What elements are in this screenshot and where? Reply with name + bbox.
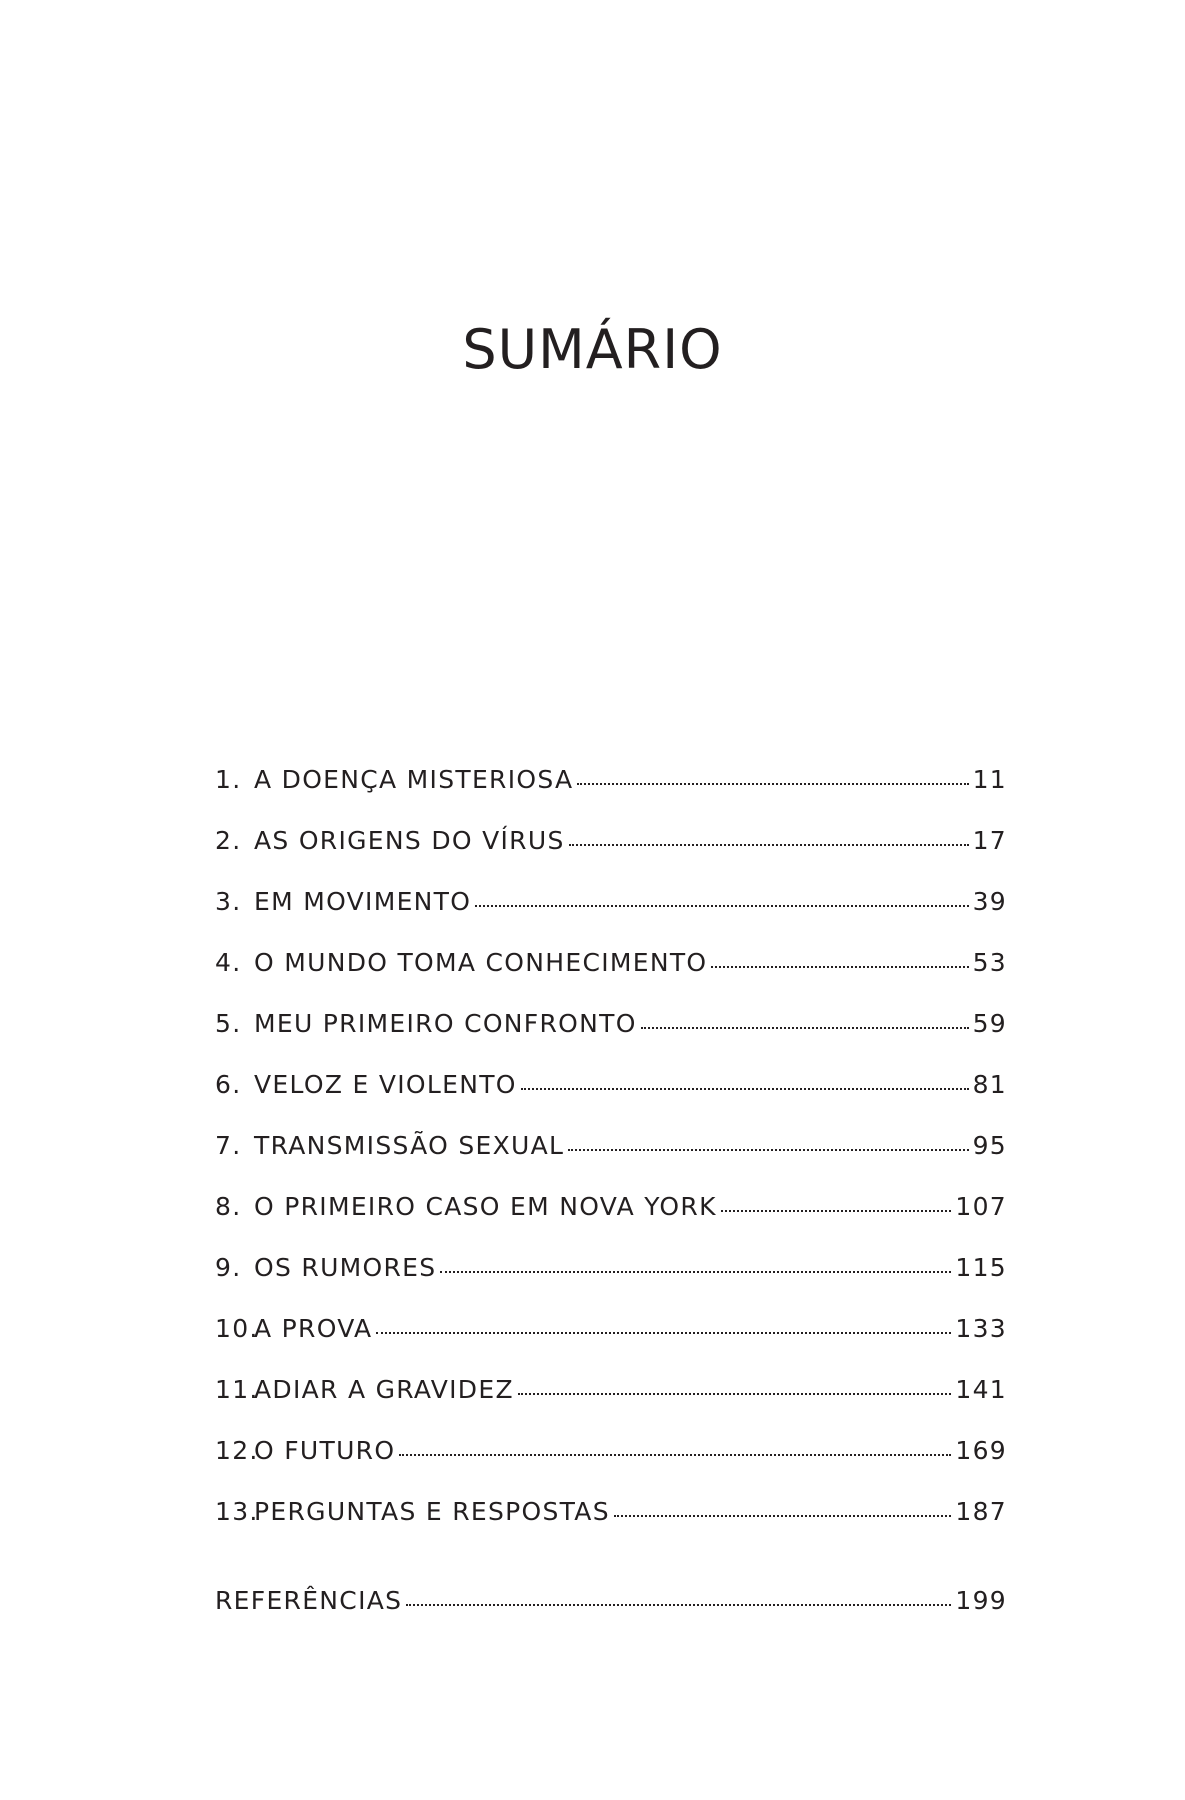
dot-leader bbox=[711, 966, 968, 968]
toc-entry-number: 4. bbox=[215, 948, 242, 977]
toc-entry[interactable] bbox=[215, 1243, 1007, 1304]
toc-entry-number: 13. bbox=[215, 1497, 259, 1526]
dot-leader bbox=[641, 1027, 969, 1029]
toc-entry-title: AS ORIGENS DO VÍRUS bbox=[254, 826, 565, 855]
toc-entry-number: 6. bbox=[215, 1070, 242, 1099]
toc-entry-page: 53 bbox=[972, 948, 1007, 977]
toc-entry-title: EM MOVIMENTO bbox=[254, 887, 472, 916]
toc-entry[interactable] bbox=[215, 877, 1007, 938]
toc-entry-number: 1. bbox=[215, 765, 242, 794]
toc-entry-number: 9. bbox=[215, 1253, 242, 1282]
dot-leader bbox=[440, 1271, 951, 1273]
toc-entry-title: PERGUNTAS E RESPOSTAS bbox=[254, 1497, 610, 1526]
toc-entry[interactable] bbox=[215, 1304, 1007, 1365]
toc-entry[interactable] bbox=[215, 938, 1007, 999]
toc-entry-page: 187 bbox=[955, 1497, 1007, 1526]
toc-entry[interactable] bbox=[215, 755, 1007, 816]
toc-entry-number: 2. bbox=[215, 826, 242, 855]
toc-entry[interactable] bbox=[215, 1121, 1007, 1182]
toc-entry-page: 11 bbox=[972, 765, 1007, 794]
dot-leader bbox=[721, 1210, 952, 1212]
toc-entry-number: 8. bbox=[215, 1192, 242, 1221]
toc-entry-number: 7. bbox=[215, 1131, 242, 1160]
toc-entry[interactable] bbox=[215, 999, 1007, 1060]
toc-entry-page: 17 bbox=[972, 826, 1007, 855]
dot-leader bbox=[399, 1454, 951, 1456]
page-title: SUMÁRIO bbox=[462, 318, 723, 381]
toc-entry[interactable] bbox=[215, 816, 1007, 877]
toc-entry-title: REFERÊNCIAS bbox=[215, 1586, 403, 1615]
toc-entry-page: 107 bbox=[955, 1192, 1007, 1221]
toc-entry-title: A DOENÇA MISTERIOSA bbox=[254, 765, 574, 794]
toc-entry-title: OS RUMORES bbox=[254, 1253, 437, 1282]
dot-leader bbox=[406, 1604, 951, 1606]
dot-leader bbox=[475, 905, 968, 907]
toc-entry-page: 133 bbox=[955, 1314, 1007, 1343]
dot-leader bbox=[518, 1393, 952, 1395]
toc-entry[interactable] bbox=[215, 1365, 1007, 1426]
toc-entry-number: 11. bbox=[215, 1375, 259, 1404]
toc-entry-title: ADIAR A GRAVIDEZ bbox=[254, 1375, 514, 1404]
toc-entry-title: MEU PRIMEIRO CONFRONTO bbox=[254, 1009, 637, 1038]
toc-entry-title: TRANSMISSÃO SEXUAL bbox=[254, 1131, 565, 1160]
toc-entry-page: 81 bbox=[972, 1070, 1007, 1099]
dot-leader bbox=[577, 783, 968, 785]
toc-entry[interactable] bbox=[215, 1182, 1007, 1243]
dot-leader bbox=[568, 1149, 968, 1151]
toc-entry-number: 5. bbox=[215, 1009, 242, 1038]
dot-leader bbox=[376, 1332, 951, 1334]
dot-leader bbox=[521, 1088, 969, 1090]
toc-entry[interactable] bbox=[215, 1487, 1007, 1548]
toc-entry-title: O MUNDO TOMA CONHECIMENTO bbox=[254, 948, 708, 977]
toc-entry-page: 199 bbox=[955, 1586, 1007, 1615]
toc-entry-title: A PROVA bbox=[254, 1314, 373, 1343]
toc-entry-number: 3. bbox=[215, 887, 242, 916]
toc-entry-page: 59 bbox=[972, 1009, 1007, 1038]
toc-entry-page: 95 bbox=[972, 1131, 1007, 1160]
dot-leader bbox=[569, 844, 969, 846]
toc-entry-references[interactable] bbox=[215, 1576, 1007, 1637]
toc-entry[interactable] bbox=[215, 1426, 1007, 1487]
toc-entry[interactable] bbox=[215, 1060, 1007, 1121]
toc-entry-page: 39 bbox=[972, 887, 1007, 916]
toc-entry-page: 141 bbox=[955, 1375, 1007, 1404]
toc-entry-page: 169 bbox=[955, 1436, 1007, 1465]
toc-entry-number: 12. bbox=[215, 1436, 259, 1465]
toc-entry-page: 115 bbox=[955, 1253, 1007, 1282]
dot-leader bbox=[614, 1515, 952, 1517]
table-of-contents bbox=[215, 755, 1007, 1637]
toc-entry-title: VELOZ E VIOLENTO bbox=[254, 1070, 517, 1099]
toc-entry-number: 10. bbox=[215, 1314, 259, 1343]
toc-entry-title: O FUTURO bbox=[254, 1436, 396, 1465]
toc-entry-title: O PRIMEIRO CASO EM NOVA YORK bbox=[254, 1192, 717, 1221]
